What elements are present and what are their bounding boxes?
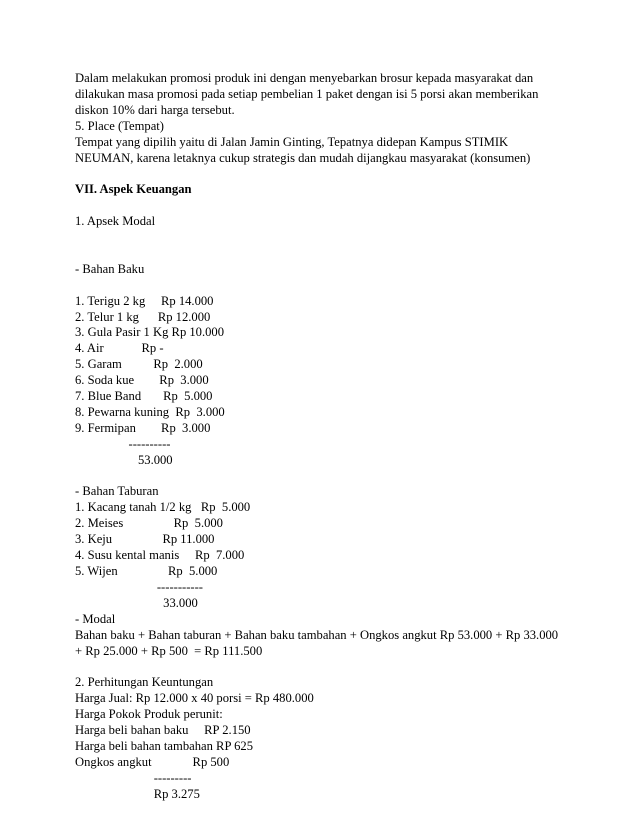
intro-paragraph bbox=[75, 71, 595, 166]
text-line: 5. Place (Tempat) bbox=[75, 118, 164, 133]
text-line: Harga beli bahan baku RP 2.150 bbox=[75, 723, 251, 738]
sum-divider: ----------- bbox=[75, 579, 203, 594]
list-item: 1. Kacang tanah 1/2 kg Rp 5.000 bbox=[75, 500, 251, 515]
section-title: VII. Aspek Keuangan bbox=[75, 182, 192, 197]
list-item: 5. Wijen Rp 5.000 bbox=[75, 564, 218, 579]
text-line: + Rp 25.000 + Rp 500 = Rp 111.500 bbox=[75, 643, 263, 658]
text-line: Dalam melakukan promosi produk ini dengan menyebarkan brosur kepada masyarakat dan bbox=[75, 71, 534, 85]
list-item: 2. Telur 1 kg Rp 12.000 bbox=[75, 309, 211, 324]
list-item: 3. Keju Rp 11.000 bbox=[75, 532, 215, 547]
list-item: 3. Gula Pasir 1 Kg Rp 10.000 bbox=[75, 325, 225, 340]
text-line: Ongkos angkut Rp 500 bbox=[75, 754, 230, 769]
list-item: 5. Garam Rp 2.000 bbox=[75, 357, 203, 372]
modal-title: - Modal bbox=[75, 611, 116, 626]
document-page bbox=[75, 71, 595, 803]
bahan-baku-list bbox=[75, 262, 595, 469]
text-line: Harga Pokok Produk perunit: bbox=[75, 707, 223, 722]
list-item: 8. Pewarna kuning Rp 3.000 bbox=[75, 404, 225, 419]
list-item: 9. Fermipan Rp 3.000 bbox=[75, 420, 211, 435]
list-item: 7. Blue Band Rp 5.000 bbox=[75, 389, 213, 404]
bahan-taburan-list bbox=[75, 484, 595, 611]
list-item: 4. Air Rp - bbox=[75, 341, 164, 356]
keuntungan-title: 2. Perhitungan Keuntungan bbox=[75, 675, 214, 690]
list-title: - Bahan Baku bbox=[75, 261, 145, 276]
text-line: Harga beli bahan tambahan RP 625 bbox=[75, 738, 254, 753]
sum-total: 53.000 bbox=[75, 452, 173, 467]
sum-total: 33.000 bbox=[75, 595, 198, 610]
sum-total: Rp 3.275 bbox=[75, 786, 200, 801]
text-line: Bahan baku + Bahan taburan + Bahan baku tambahan + Ongkos angkut Rp 53.000 + Rp 33.000 bbox=[75, 627, 559, 642]
list-title: - Bahan Taburan bbox=[75, 484, 159, 499]
list-item: 6. Soda kue Rp 3.000 bbox=[75, 373, 209, 388]
modal-heading: 1. Apsek Modal bbox=[75, 214, 156, 229]
keuntungan-block bbox=[75, 675, 595, 802]
sum-divider: --------- bbox=[75, 770, 192, 785]
list-item: 2. Meises Rp 5.000 bbox=[75, 516, 223, 531]
sum-divider: ---------- bbox=[75, 436, 171, 451]
list-item: 1. Terigu 2 kg Rp 14.000 bbox=[75, 293, 214, 308]
list-item: 4. Susu kental manis Rp 7.000 bbox=[75, 548, 245, 563]
text-line: NEUMAN, karena letaknya cukup strategis dan mudah dijangkau masyarakat (konsumen) bbox=[75, 150, 531, 165]
text-line: dilakukan masa promosi pada setiap pembelian 1 paket dengan isi 5 porsi akan memberikan bbox=[75, 86, 539, 101]
text-line: Harga Jual: Rp 12.000 x 40 porsi = Rp 480.000 bbox=[75, 691, 314, 706]
modal-block bbox=[75, 612, 595, 660]
text-line: Tempat yang dipilih yaitu di Jalan Jamin Ginting, Tepatnya didepan Kampus STIMIK bbox=[75, 134, 509, 149]
text-line: diskon 10% dari harga tersebut. bbox=[75, 102, 235, 117]
